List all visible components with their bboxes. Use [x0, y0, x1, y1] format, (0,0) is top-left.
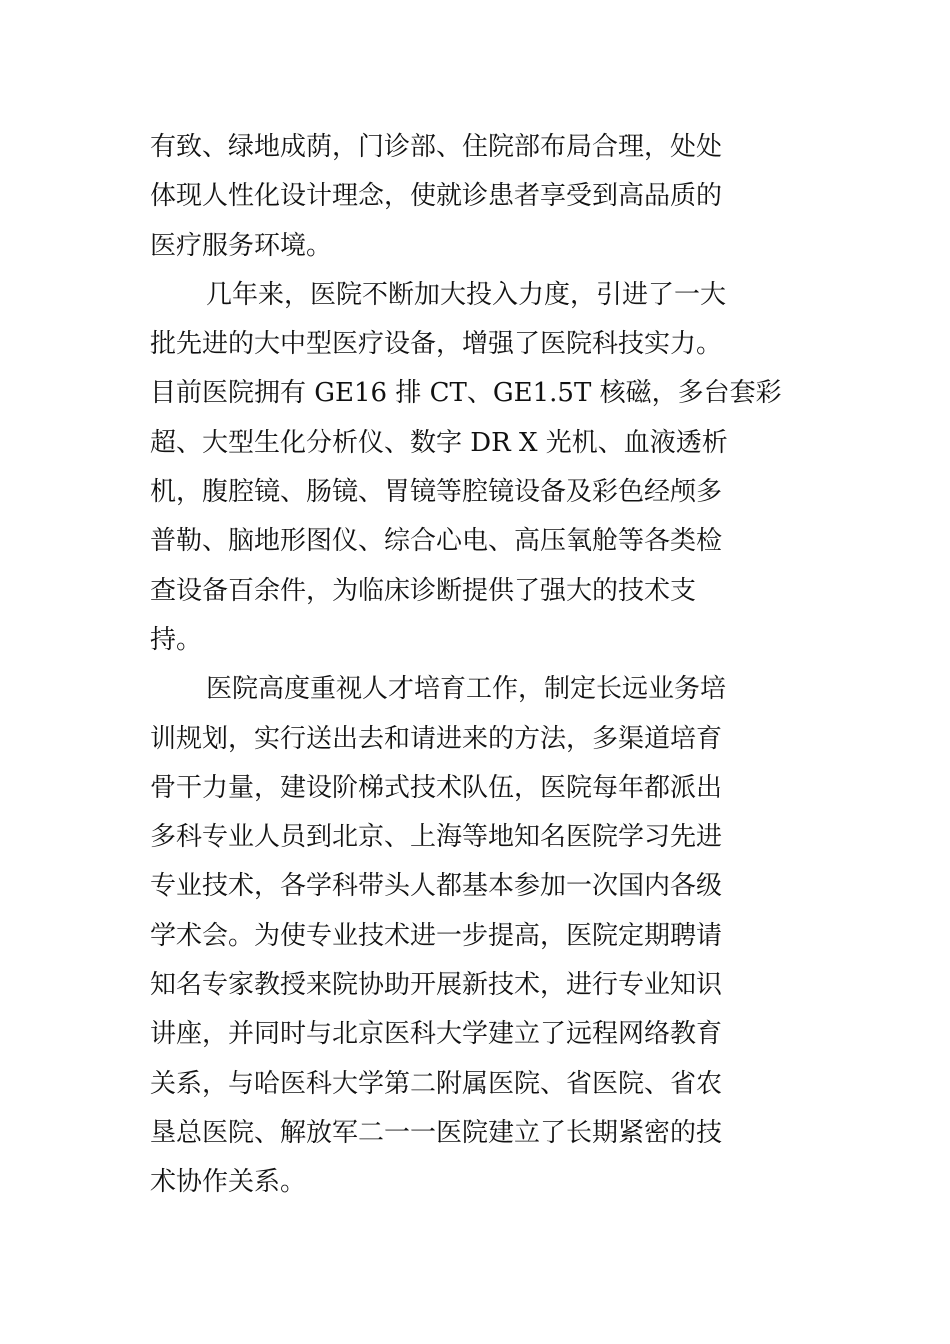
text-line: 批先进的大中型医疗设备，增强了医院科技实力。 [150, 329, 723, 360]
paragraph-1 [150, 123, 805, 271]
text-line: 机，腹腔镜、肠镜、胃镜等腔镜设备及彩色经颅多 [150, 477, 723, 508]
text-line: 医院高度重视人才培育工作，制定长远业务培 [206, 674, 727, 705]
text-line: 垦总医院、解放军二一一医院建立了长期紧密的技 [150, 1117, 723, 1148]
text-line: 持。 [150, 624, 203, 655]
text-line: 多科专业人员到北京、上海等地知名医院学习先进 [150, 822, 723, 853]
text-line: 讲座，并同时与北京医科大学建立了远程网络教育 [150, 1019, 723, 1050]
text-line: 关系，与哈医科大学第二附属医院、省医院、省农 [150, 1068, 723, 1099]
text-line: 体现人性化设计理念，使就诊患者享受到高品质的 [150, 181, 723, 212]
text-line: 知名专家教授来院协助开展新技术，进行专业知识 [150, 970, 723, 1001]
text-line: 有致、绿地成荫，门诊部、住院部布局合理，处处 [150, 132, 723, 162]
text-line: 训规划，实行送出去和请进来的方法，多渠道培育 [150, 723, 723, 754]
text-line: 查设备百余件，为临床诊断提供了强大的技术支 [150, 575, 697, 606]
paragraph-2 [150, 271, 805, 665]
text-line: 骨干力量，建设阶梯式技术队伍，医院每年都派出 [150, 772, 723, 803]
text-line: 超、大型生化分析仪、数字 DR X 光机、血液透析 [150, 427, 728, 458]
text-line: 普勒、脑地形图仪、综合心电、高压氧舱等各类检 [150, 526, 723, 557]
text-line: 专业技术，各学科带头人都基本参加一次国内各级 [150, 871, 723, 902]
text-line: 学术会。为使专业技术进一步提高，医院定期聘请 [150, 920, 723, 951]
text-line: 目前医院拥有 GE16 排 CT、GE1.5T 核磁，多台套彩 [150, 378, 782, 409]
document-body [150, 123, 805, 1208]
paragraph-3 [150, 665, 805, 1207]
text-line: 术协作关系。 [150, 1167, 307, 1198]
text-line: 医疗服务环境。 [150, 230, 333, 261]
text-line: 几年来，医院不断加大投入力度，引进了一大 [206, 279, 727, 310]
